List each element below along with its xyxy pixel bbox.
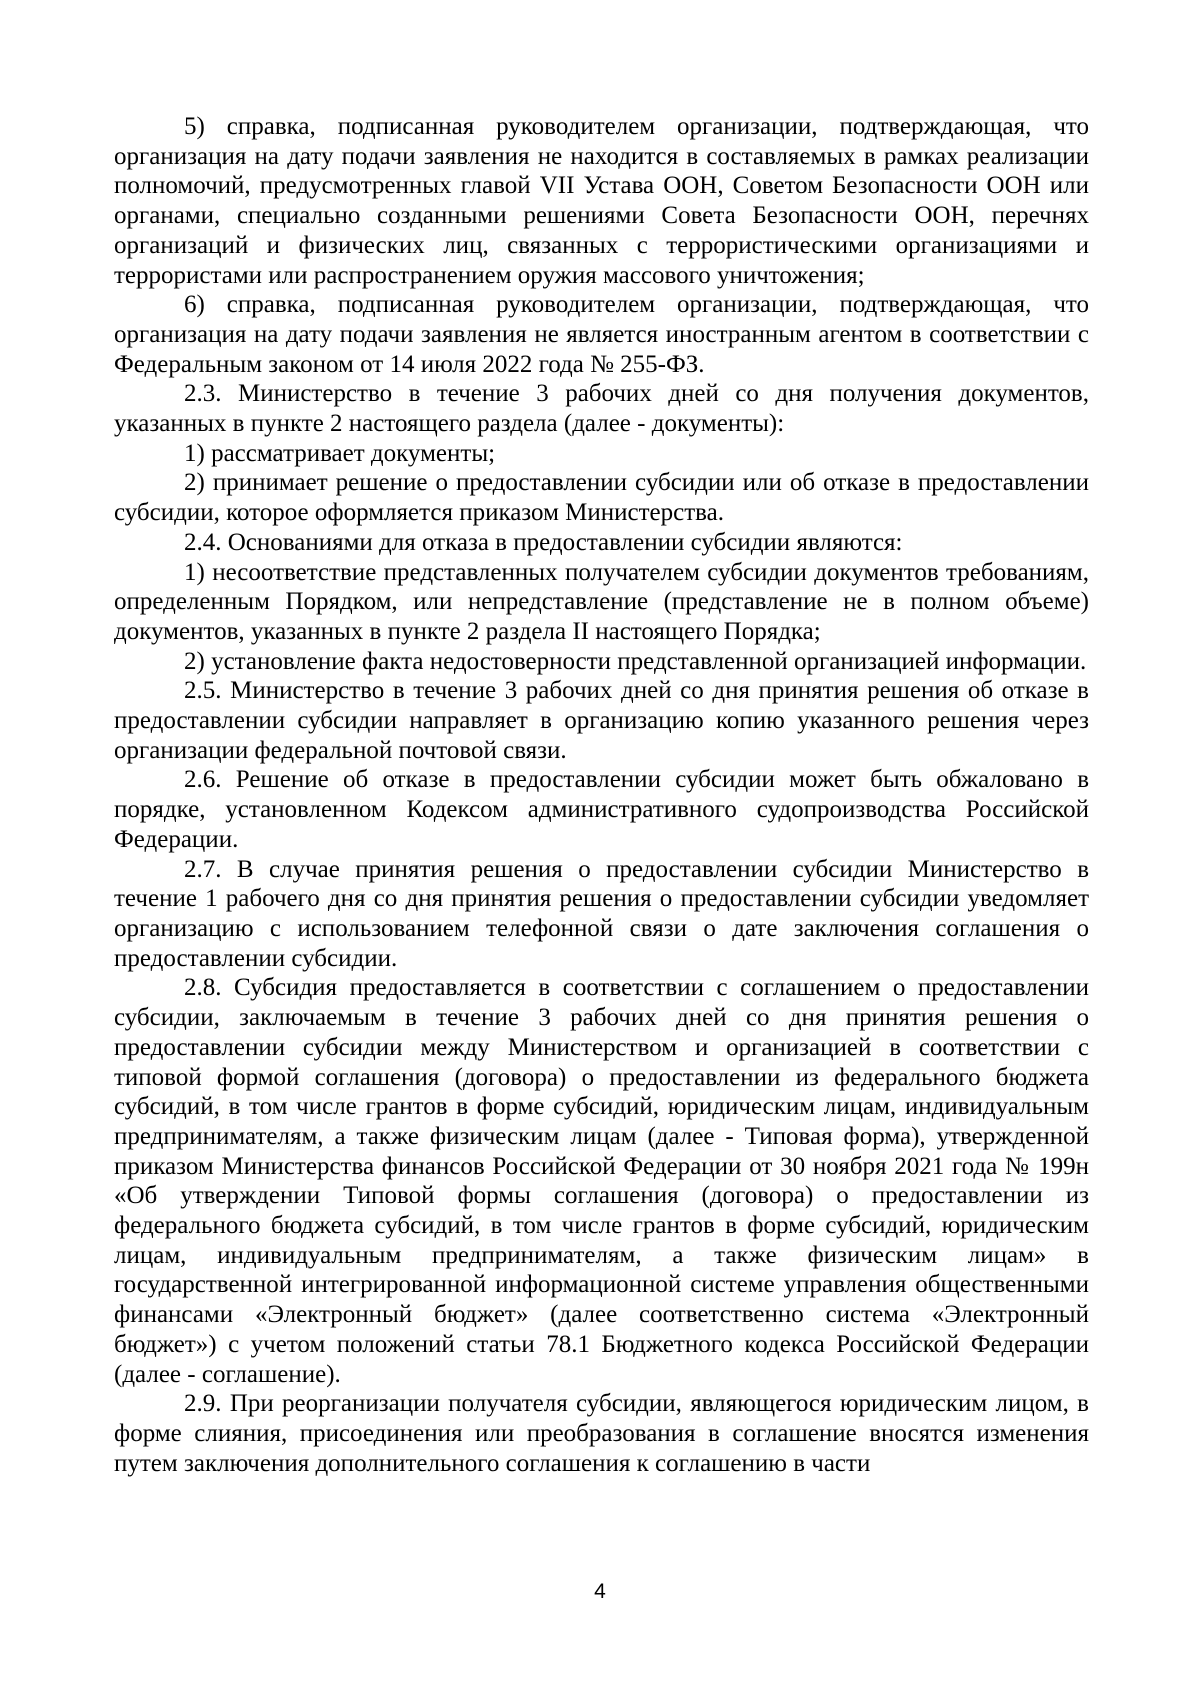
paragraph-item-6: 6) справка, подписанная руководителем организации, подтверждающая, что организация на дату подачи заявления не является иностранным агентом в соответствии с Федеральным законом от 14 июля 2022 года № 255-ФЗ. [114,291,1089,378]
paragraph-2-9: 2.9. При реорганизации получателя субсидии, являющегося юридическим лицом, в форме слияния, присоединения или преобразования в соглашение вносятся изменения путем заключения дополнительного соглашения к соглашению в части [114,1390,1089,1477]
paragraph-2-5: 2.5. Министерство в течение 3 рабочих дней со дня принятия решения об отказе в предоставлении субсидии направляет в организацию копию указанного решения через организации федеральной почтовой связи. [114,677,1089,764]
page-number: 4 [594,1580,606,1603]
paragraph-2-3-item-2: 2) принимает решение о предоставлении субсидии или об отказе в предоставлении субсидии, которое оформляется приказом Министерства. [114,469,1089,527]
document-body [114,112,1089,1478]
paragraph-2-4-item-1: 1) несоответствие представленных получателем субсидии документов требованиям, определенным Порядком, или непредставление (представление не в полном объеме) документов, указанных в пункте 2 раздела II настоящего Порядка; [114,558,1089,645]
paragraph-2-4: 2.4. Основаниями для отказа в предоставлении субсидии являются: [184,528,903,556]
paragraph-2-3: 2.3. Министерство в течение 3 рабочих дней со дня получения документов, указанных в пункте 2 настоящего раздела (далее - документы): [114,380,1089,438]
paragraph-2-7: 2.7. В случае принятия решения о предоставлении субсидии Министерство в течение 1 рабочего дня со дня принятия решения о предоставлении субсидии уведомляет организацию с использованием телефонной связи о дате заключения соглашения о предоставлении субсидии. [114,855,1089,972]
paragraph-2-4-item-2: 2) установление факта недостоверности представленной организацией информации. [184,647,1087,675]
paragraph-item-5: 5) справка, подписанная руководителем организации, подтверждающая, что организация на дату подачи заявления не находится в составляемых в рамках реализации полномочий, предусмотренных главой VII Устава ООН, Советом Безопасности ООН или органами, специально созданными решениями Совета Безопасности ООН, перечнях организаций и физических лиц, связанных с террористическими организациями и террористами или распространением оружия массового уничтожения; [114,113,1089,289]
paragraph-2-6: 2.6. Решение об отказе в предоставлении субсидии может быть обжаловано в порядке, установленном Кодексом административного судопроизводства Российской Федерации. [114,766,1089,853]
paragraph-2-3-item-1: 1) рассматривает документы; [184,439,496,467]
paragraph-2-8: 2.8. Субсидия предоставляется в соответствии с соглашением о предоставлении субсидии, заключаемым в течение 3 рабочих дней со дня принятия решения о предоставлении субсидии между Министерством и организацией в соответствии с типовой формой соглашения (договора) о предоставлении из федерального бюджета субсидий, в том числе грантов в форме субсидий, юридическим лицам, индивидуальным предпринимателям, а также физическим лицам (далее - Типовая форма), утвержденной приказом Министерства финансов Российской Федерации от 30 ноября 2021 года № 199н «Об утверждении Типовой формы соглашения (договора) о предоставлении из федерального бюджета субсидий, в том числе грантов в форме субсидий, юридическим лицам, индивидуальным предпринимателям, а также физическим лицам» в государственной интегрированной информационной системе управления общественными финансами «Электронный бюджет» (далее соответственно система «Электронный бюджет») с учетом положений статьи 78.1 Бюджетного кодекса Российской Федерации (далее - соглашение). [114,974,1089,1388]
